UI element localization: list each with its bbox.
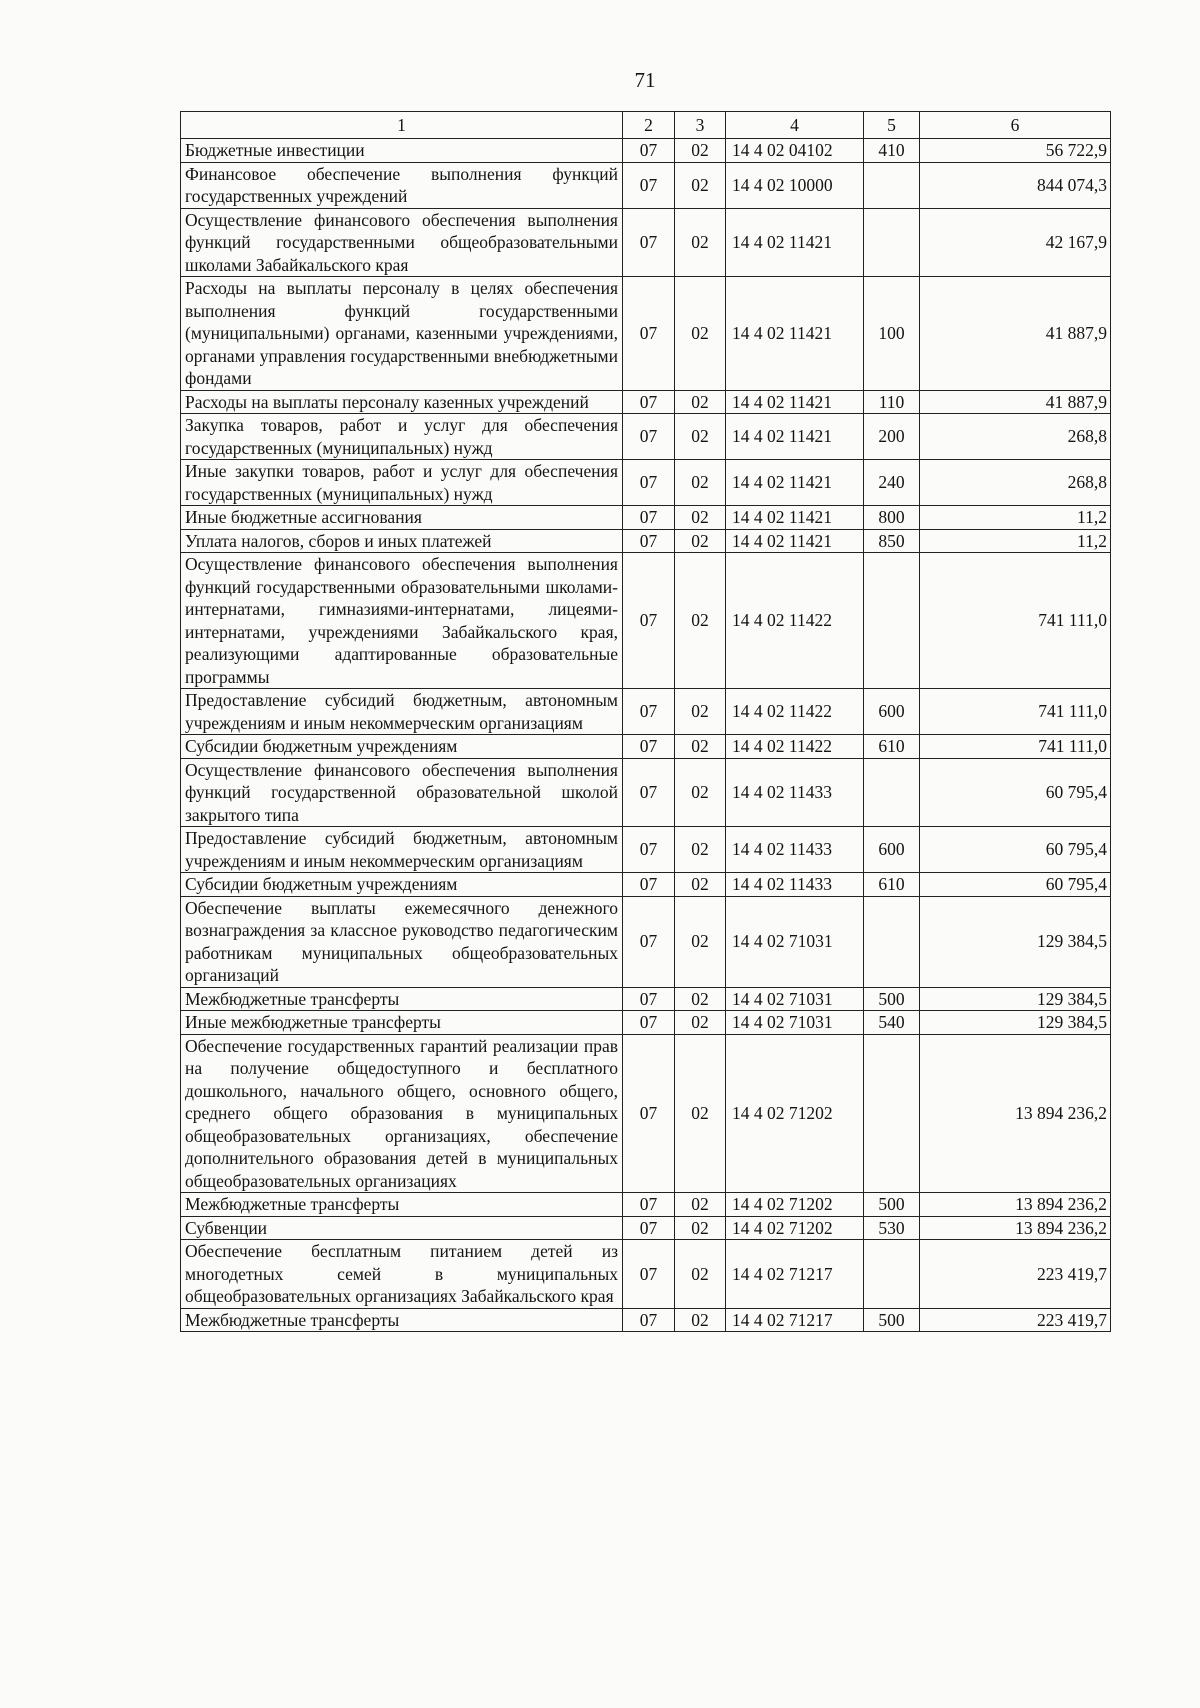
row-name-cell: Предоставление субсидий бюджетным, автономным учреждениям и иным некоммерческим организациям bbox=[181, 827, 623, 873]
row-section-cell: 07 bbox=[623, 460, 675, 506]
row-amount-cell: 268,8 bbox=[920, 414, 1111, 460]
row-amount-cell: 60 795,4 bbox=[920, 827, 1111, 873]
row-name-cell: Расходы на выплаты персоналу в целях обеспечения выполнения функций государственными (муниципальными) органами, казенными учреждениями, органами управления государственными внебюджетными фондами bbox=[181, 277, 623, 391]
table-row bbox=[181, 758, 1111, 827]
row-amount-cell: 42 167,9 bbox=[920, 208, 1111, 277]
row-target-article-cell: 14 4 02 11433 bbox=[726, 873, 864, 897]
row-name-cell: Уплата налогов, сборов и иных платежей bbox=[181, 529, 623, 553]
header-cell: 2 bbox=[623, 112, 675, 139]
row-subsection-cell: 02 bbox=[675, 987, 726, 1011]
row-section-cell: 07 bbox=[623, 553, 675, 689]
row-subsection-cell: 02 bbox=[675, 1011, 726, 1035]
row-section-cell: 07 bbox=[623, 873, 675, 897]
row-amount-cell: 268,8 bbox=[920, 460, 1111, 506]
table-row bbox=[181, 529, 1111, 553]
row-expense-type-cell bbox=[864, 896, 920, 987]
row-amount-cell: 11,2 bbox=[920, 506, 1111, 530]
row-subsection-cell: 02 bbox=[675, 873, 726, 897]
row-section-cell: 07 bbox=[623, 506, 675, 530]
row-target-article-cell: 14 4 02 71202 bbox=[726, 1193, 864, 1217]
row-expense-type-cell bbox=[864, 1240, 920, 1309]
page-number: 71 bbox=[634, 68, 656, 92]
table-row bbox=[181, 987, 1111, 1011]
row-subsection-cell: 02 bbox=[675, 1308, 726, 1332]
table-row bbox=[181, 827, 1111, 873]
row-expense-type-cell: 610 bbox=[864, 735, 920, 759]
row-expense-type-cell: 200 bbox=[864, 414, 920, 460]
row-section-cell: 07 bbox=[623, 1193, 675, 1217]
row-expense-type-cell: 240 bbox=[864, 460, 920, 506]
header-cell: 5 bbox=[864, 112, 920, 139]
table-row bbox=[181, 1034, 1111, 1193]
row-subsection-cell: 02 bbox=[675, 735, 726, 759]
row-name-cell: Иные закупки товаров, работ и услуг для обеспечения государственных (муниципальных) нужд bbox=[181, 460, 623, 506]
row-section-cell: 07 bbox=[623, 689, 675, 735]
row-subsection-cell: 02 bbox=[675, 208, 726, 277]
row-subsection-cell: 02 bbox=[675, 553, 726, 689]
table-row bbox=[181, 553, 1111, 689]
row-subsection-cell: 02 bbox=[675, 390, 726, 414]
row-expense-type-cell: 500 bbox=[864, 1308, 920, 1332]
table-row bbox=[181, 1216, 1111, 1240]
row-subsection-cell: 02 bbox=[675, 758, 726, 827]
row-expense-type-cell: 540 bbox=[864, 1011, 920, 1035]
row-target-article-cell: 14 4 02 11422 bbox=[726, 553, 864, 689]
row-expense-type-cell: 610 bbox=[864, 873, 920, 897]
row-amount-cell: 60 795,4 bbox=[920, 873, 1111, 897]
table-row bbox=[181, 460, 1111, 506]
row-name-cell: Финансовое обеспечение выполнения функций государственных учреждений bbox=[181, 162, 623, 208]
row-expense-type-cell: 600 bbox=[864, 689, 920, 735]
row-target-article-cell: 14 4 02 11422 bbox=[726, 735, 864, 759]
row-target-article-cell: 14 4 02 11421 bbox=[726, 390, 864, 414]
row-name-cell: Обеспечение бесплатным питанием детей из многодетных семей в муниципальных общеобразовательных организациях Забайкальского края bbox=[181, 1240, 623, 1309]
row-expense-type-cell: 530 bbox=[864, 1216, 920, 1240]
row-section-cell: 07 bbox=[623, 1308, 675, 1332]
row-target-article-cell: 14 4 02 11421 bbox=[726, 460, 864, 506]
row-target-article-cell: 14 4 02 71217 bbox=[726, 1240, 864, 1309]
row-amount-cell: 11,2 bbox=[920, 529, 1111, 553]
table-row bbox=[181, 1011, 1111, 1035]
header-cell: 6 bbox=[920, 112, 1111, 139]
row-amount-cell: 60 795,4 bbox=[920, 758, 1111, 827]
table-row bbox=[181, 139, 1111, 163]
row-subsection-cell: 02 bbox=[675, 414, 726, 460]
table-row bbox=[181, 277, 1111, 391]
header-cell: 1 bbox=[181, 112, 623, 139]
table-row bbox=[181, 506, 1111, 530]
row-target-article-cell: 14 4 02 71217 bbox=[726, 1308, 864, 1332]
row-name-cell: Иные межбюджетные трансферты bbox=[181, 1011, 623, 1035]
row-name-cell: Межбюджетные трансферты bbox=[181, 1193, 623, 1217]
row-amount-cell: 223 419,7 bbox=[920, 1308, 1111, 1332]
row-subsection-cell: 02 bbox=[675, 506, 726, 530]
row-amount-cell: 844 074,3 bbox=[920, 162, 1111, 208]
header-cell: 4 bbox=[726, 112, 864, 139]
row-amount-cell: 56 722,9 bbox=[920, 139, 1111, 163]
row-section-cell: 07 bbox=[623, 277, 675, 391]
row-name-cell: Межбюджетные трансферты bbox=[181, 1308, 623, 1332]
row-section-cell: 07 bbox=[623, 1011, 675, 1035]
row-target-article-cell: 14 4 02 71202 bbox=[726, 1034, 864, 1193]
row-name-cell: Бюджетные инвестиции bbox=[181, 139, 623, 163]
row-amount-cell: 13 894 236,2 bbox=[920, 1216, 1111, 1240]
row-target-article-cell: 14 4 02 11421 bbox=[726, 506, 864, 530]
row-subsection-cell: 02 bbox=[675, 827, 726, 873]
row-name-cell: Субсидии бюджетным учреждениям bbox=[181, 735, 623, 759]
row-section-cell: 07 bbox=[623, 987, 675, 1011]
row-amount-cell: 41 887,9 bbox=[920, 277, 1111, 391]
row-section-cell: 07 bbox=[623, 390, 675, 414]
row-name-cell: Обеспечение выплаты ежемесячного денежного вознаграждения за классное руководство педагогическим работникам муниципальных общеобразовательных организаций bbox=[181, 896, 623, 987]
row-name-cell: Иные бюджетные ассигнования bbox=[181, 506, 623, 530]
row-expense-type-cell: 600 bbox=[864, 827, 920, 873]
row-name-cell: Субвенции bbox=[181, 1216, 623, 1240]
row-target-article-cell: 14 4 02 11421 bbox=[726, 529, 864, 553]
table-row bbox=[181, 735, 1111, 759]
row-amount-cell: 129 384,5 bbox=[920, 896, 1111, 987]
row-amount-cell: 741 111,0 bbox=[920, 553, 1111, 689]
table-row bbox=[181, 1193, 1111, 1217]
table-row bbox=[181, 390, 1111, 414]
row-subsection-cell: 02 bbox=[675, 460, 726, 506]
row-target-article-cell: 14 4 02 11421 bbox=[726, 208, 864, 277]
table-row bbox=[181, 896, 1111, 987]
table-row bbox=[181, 208, 1111, 277]
row-section-cell: 07 bbox=[623, 758, 675, 827]
table-row bbox=[181, 162, 1111, 208]
row-expense-type-cell bbox=[864, 758, 920, 827]
row-target-article-cell: 14 4 02 11421 bbox=[726, 277, 864, 391]
table-row bbox=[181, 414, 1111, 460]
row-subsection-cell: 02 bbox=[675, 1193, 726, 1217]
row-expense-type-cell bbox=[864, 1034, 920, 1193]
table-row bbox=[181, 1240, 1111, 1309]
row-name-cell: Осуществление финансового обеспечения выполнения функций государственной образовательной школой закрытого типа bbox=[181, 758, 623, 827]
table-row bbox=[181, 689, 1111, 735]
row-section-cell: 07 bbox=[623, 735, 675, 759]
header-cell: 3 bbox=[675, 112, 726, 139]
row-target-article-cell: 14 4 02 11433 bbox=[726, 758, 864, 827]
row-expense-type-cell: 500 bbox=[864, 1193, 920, 1217]
row-amount-cell: 223 419,7 bbox=[920, 1240, 1111, 1309]
row-subsection-cell: 02 bbox=[675, 139, 726, 163]
row-subsection-cell: 02 bbox=[675, 896, 726, 987]
row-target-article-cell: 14 4 02 04102 bbox=[726, 139, 864, 163]
budget-table bbox=[180, 111, 1111, 1332]
row-name-cell: Расходы на выплаты персоналу казенных учреждений bbox=[181, 390, 623, 414]
row-section-cell: 07 bbox=[623, 827, 675, 873]
row-subsection-cell: 02 bbox=[675, 162, 726, 208]
row-name-cell: Субсидии бюджетным учреждениям bbox=[181, 873, 623, 897]
row-amount-cell: 741 111,0 bbox=[920, 689, 1111, 735]
row-subsection-cell: 02 bbox=[675, 1216, 726, 1240]
row-expense-type-cell: 110 bbox=[864, 390, 920, 414]
row-name-cell: Межбюджетные трансферты bbox=[181, 987, 623, 1011]
row-target-article-cell: 14 4 02 11422 bbox=[726, 689, 864, 735]
row-amount-cell: 41 887,9 bbox=[920, 390, 1111, 414]
row-section-cell: 07 bbox=[623, 896, 675, 987]
row-section-cell: 07 bbox=[623, 162, 675, 208]
row-target-article-cell: 14 4 02 71031 bbox=[726, 1011, 864, 1035]
row-section-cell: 07 bbox=[623, 208, 675, 277]
row-section-cell: 07 bbox=[623, 1240, 675, 1309]
table-row bbox=[181, 1308, 1111, 1332]
row-expense-type-cell bbox=[864, 208, 920, 277]
row-name-cell: Осуществление финансового обеспечения выполнения функций государственными образовательными школами-интернатами, гимназиями-интернатами, лицеями-интернатами, учреждениями Забайкальского края, реализующими адаптированные образовательные программы bbox=[181, 553, 623, 689]
row-target-article-cell: 14 4 02 71202 bbox=[726, 1216, 864, 1240]
row-name-cell: Обеспечение государственных гарантий реализации прав на получение общедоступного и бесплатного дошкольного, начального общего, основного общего, среднего общего образования в муниципальных общеобразовательных организациях, обеспечение дополнительного образования детей в муниципальных общеобразовательных организациях bbox=[181, 1034, 623, 1193]
row-amount-cell: 129 384,5 bbox=[920, 1011, 1111, 1035]
row-section-cell: 07 bbox=[623, 414, 675, 460]
row-amount-cell: 129 384,5 bbox=[920, 987, 1111, 1011]
row-section-cell: 07 bbox=[623, 139, 675, 163]
row-section-cell: 07 bbox=[623, 1034, 675, 1193]
row-target-article-cell: 14 4 02 11433 bbox=[726, 827, 864, 873]
row-expense-type-cell bbox=[864, 162, 920, 208]
row-expense-type-cell: 500 bbox=[864, 987, 920, 1011]
row-expense-type-cell: 850 bbox=[864, 529, 920, 553]
row-subsection-cell: 02 bbox=[675, 1240, 726, 1309]
table-row bbox=[181, 873, 1111, 897]
row-expense-type-cell: 410 bbox=[864, 139, 920, 163]
row-subsection-cell: 02 bbox=[675, 1034, 726, 1193]
row-name-cell: Осуществление финансового обеспечения выполнения функций государственными общеобразовательными школами Забайкальского края bbox=[181, 208, 623, 277]
row-section-cell: 07 bbox=[623, 529, 675, 553]
row-amount-cell: 741 111,0 bbox=[920, 735, 1111, 759]
table-header-row bbox=[181, 112, 1111, 139]
row-subsection-cell: 02 bbox=[675, 689, 726, 735]
row-target-article-cell: 14 4 02 11421 bbox=[726, 414, 864, 460]
row-target-article-cell: 14 4 02 10000 bbox=[726, 162, 864, 208]
row-section-cell: 07 bbox=[623, 1216, 675, 1240]
row-expense-type-cell: 100 bbox=[864, 277, 920, 391]
row-subsection-cell: 02 bbox=[675, 529, 726, 553]
row-subsection-cell: 02 bbox=[675, 277, 726, 391]
row-target-article-cell: 14 4 02 71031 bbox=[726, 987, 864, 1011]
row-expense-type-cell bbox=[864, 553, 920, 689]
row-name-cell: Предоставление субсидий бюджетным, автономным учреждениям и иным некоммерческим организациям bbox=[181, 689, 623, 735]
row-amount-cell: 13 894 236,2 bbox=[920, 1034, 1111, 1193]
row-name-cell: Закупка товаров, работ и услуг для обеспечения государственных (муниципальных) нужд bbox=[181, 414, 623, 460]
row-target-article-cell: 14 4 02 71031 bbox=[726, 896, 864, 987]
row-expense-type-cell: 800 bbox=[864, 506, 920, 530]
row-amount-cell: 13 894 236,2 bbox=[920, 1193, 1111, 1217]
